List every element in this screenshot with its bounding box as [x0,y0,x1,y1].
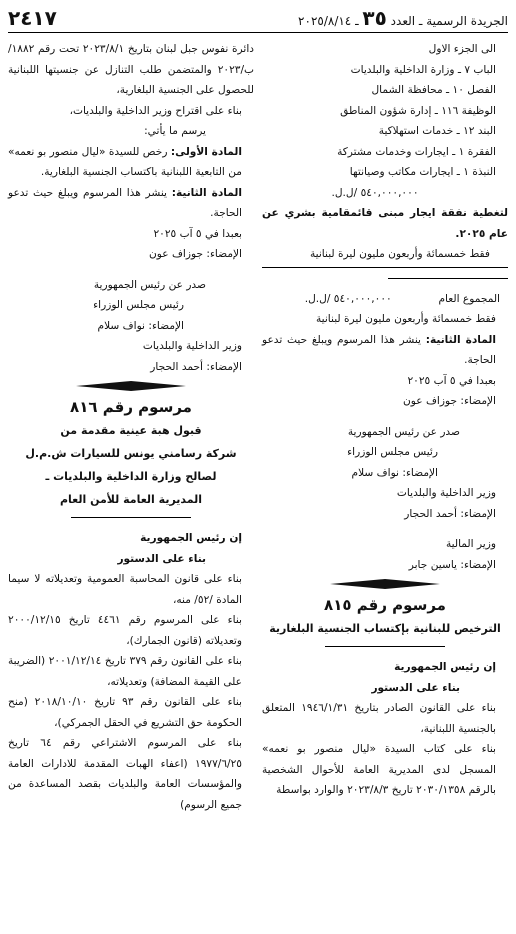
constitution-basis: بناء على الدستور [117,552,206,565]
issue-number: ٣٥ [362,6,387,30]
article-text: رخص للسيدة «ليال منصور بو نعمه» من التابعية اللبنانية باكتساب الجنسية البلغارية. [8,145,242,178]
page-header [8,6,508,33]
article-2 [8,183,254,224]
president-heading: إن رئيس الجمهورية [394,661,496,673]
budget-line: البند ١٢ ـ خدمات استهلاكية [378,125,496,137]
amount-in-words: فقط خمسمائة وأربعون مليون ليرة لبنانية [315,313,496,325]
budget-line: الباب ٧ ـ وزارة الداخلية والبلديات [350,63,496,76]
budget-line: الفقرة ١ ـ ايجارات وخدمات مشتركة [337,145,496,158]
decree-subject: الترخيص للبنانية بإكتساب الجنسية البلغارية [269,622,501,635]
issued-by: صدر عن رئيس الجمهورية [93,278,206,291]
interior-minister-title: وزير الداخلية والبلديات [142,340,242,352]
grand-total-row [262,289,508,310]
section-divider [262,578,508,590]
president-heading: إن رئيس الجمهورية [140,532,242,544]
issued-by: صدر عن رئيس الجمهورية [347,425,460,438]
page-number: ٢٤١٧ [8,6,57,30]
gazette-issue-line [298,6,508,30]
allocation-purpose: لتغطية نفقة ايجار مبنى قائمقامية بشري عن عام ٢٠٢٥. [262,207,508,240]
legal-basis-paragraph: بناء على القانون الصادر بتاريخ ١٩٤٦/١/٣١ المتعلق بالجنسية اللبنانية، [262,702,496,735]
right-column [262,39,508,815]
issue-date: ـ ٢٠٢٥/٨/١٤ [298,14,359,28]
decree-subject-line: لصالح وزارة الداخلية والبلديات ـ [45,470,217,483]
legal-basis-paragraph: بناء على المرسوم الاشتراعي رقم ٦٤ تاريخ ١٩٧٧/٦/٢٥ (اعفاء الهبات المقدمة للادارات العامة والمؤسسات العامة والبلديات بقصد المساعدة من جميع الرسوم) [8,737,242,811]
legal-basis-paragraph: بناء على القانون رقم ٩٣ تاريخ ٢٠١٨/١٠/١٠ (منح الحكومة حق التشريع في الحقل الجمركي)، [8,696,242,729]
amount-in-words: فقط خمسمائة وأربعون مليون ليرة لبنانية [262,244,508,268]
article-2 [262,330,508,371]
decree-title: مرسوم رقم ٨١٦ [70,398,192,416]
article-text: ينشر هذا المرسوم ويبلغ حيث تدعو الحاجة. [8,186,242,219]
article-text: ينشر هذا المرسوم ويبلغ حيث تدعو الحاجة. [262,333,496,366]
legal-basis-paragraph: بناء على كتاب السيدة «ليال منصور بو نعمه» المسجل لدى المديرية العامة للأحوال الشخصية بالرقم ٢٠٣٠/١٣٥٨ تاريخ ٢٠٢٣/٨/٣ والوارد بواسطة [262,743,496,796]
president-signature: الإمضاء: جوزاف عون [149,248,242,260]
article-label: المادة الثانية: [425,333,496,346]
legal-basis-paragraph: دائرة نفوس جبل لبنان بتاريخ ٢٠٢٣/٨/١ تحت رقم ١٨٨٢/ب/٢٠٢٣ والمتضمن طلب التنازل عن جنسيتها اللبنانية للحصول على الجنسية البلغارية، [8,43,254,96]
interior-minister-signature: الإمضاء: أحمد الحجار [404,507,496,520]
legal-basis-paragraph: بناء على المرسوم رقم ٤٤٦١ تاريخ ٢٠٠٠/١٢/١٥ وتعديلاته (قانون الجمارك)، [8,614,242,647]
interior-minister-title: وزير الداخلية والبلديات [396,487,496,499]
signing-place-date: بعبدا في ٥ آب ٢٠٢٥ [153,227,242,240]
finance-minister-signature: الإمضاء: ياسين جابر [408,558,496,571]
budget-line: النبذة ١ ـ ايجارات مكاتب وصيانتها [349,166,496,178]
pm-title: رئيس مجلس الوزراء [347,446,438,458]
budget-line: الى الجزء الاول [428,43,496,55]
gazette-title: الجريدة الرسمية ـ العدد [390,14,508,28]
article-label: المادة الأولى: [170,145,243,158]
title-rule [71,517,191,518]
allocated-amount: ٥٤٠,٠٠٠,٠٠٠ /ل.ل. [331,186,419,199]
title-rule [325,646,445,647]
decrees-phrase: يرسم ما يأتي: [144,125,206,137]
budget-line: الفصل ١٠ ـ محافظة الشمال [371,84,496,96]
separator-rule [388,278,508,279]
interior-minister-signature: الإمضاء: أحمد الحجار [150,360,242,373]
article-label: المادة الثانية: [171,186,242,199]
columns [8,39,508,815]
pm-signature: الإمضاء: نواف سلام [351,466,438,479]
signing-place-date: بعبدا في ٥ آب ٢٠٢٥ [407,374,496,387]
budget-line: الوظيفة ١١٦ ـ إدارة شؤون المناطق [340,104,496,117]
decree-title: مرسوم رقم ٨١٥ [324,596,446,614]
decree-subject-line: شركة رسامني يونس للسيارات ش.م.ل [25,447,237,460]
proposal-paragraph: بناء على اقتراح وزير الداخلية والبلديات، [69,104,242,117]
grand-total-value: ٥٤٠,٠٠٠,٠٠٠ /ل.ل. [304,292,392,305]
finance-minister-title: وزير المالية [445,538,496,550]
legal-basis-paragraph: بناء على قانون المحاسبة العمومية وتعديلاته لا سيما المادة /٥٢/ منه، [8,573,242,606]
left-column [8,39,254,815]
article-1 [8,142,254,183]
legal-basis-paragraph: بناء على القانون رقم ٣٧٩ تاريخ ٢٠٠١/١٢/١٤ (الضريبة على القيمة المضافة) وتعديلاته، [8,655,242,688]
section-divider [8,380,254,392]
constitution-basis: بناء على الدستور [371,681,460,694]
president-signature: الإمضاء: جوزاف عون [403,395,496,407]
decree-subject-line: قبول هبة عينية مقدمة من [60,424,202,437]
grand-total-label: المجموع العام [438,292,500,305]
pm-signature: الإمضاء: نواف سلام [97,319,184,332]
decree-subject-line: المديرية العامة للأمن العام [59,493,203,506]
pm-title: رئيس مجلس الوزراء [93,299,184,311]
